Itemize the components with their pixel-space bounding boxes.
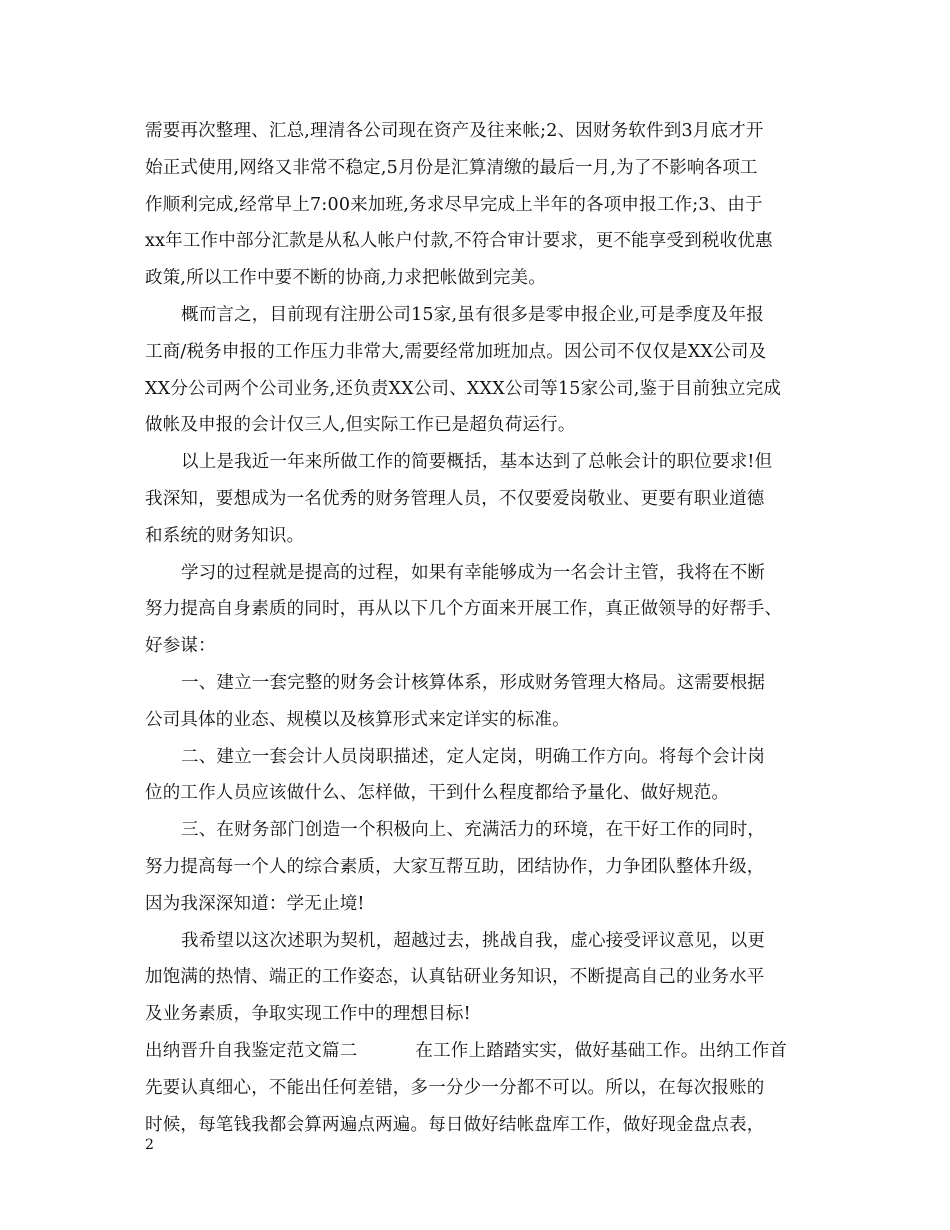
paragraph-start-line: 我希望以这次述职为契机，超越过去，挑战自我，虚心接受评议意见，以更 [181,930,766,951]
text-line: xx年工作中部分汇款是从私人帐户付款,不符合审计要求，更不能享受到税收优惠 [145,231,773,252]
paragraph-start-line: 概而言之，目前现有注册公司15家,虽有很多是零申报企业,可是季度及年报 [181,304,764,325]
text-line: 始正式使用,网络又非常不稳定,5月份是汇算清缴的最后一月,为了不影响各项工 [145,157,758,178]
text-line: 政策,所以工作中要不断的协商,力求把帐做到完美。 [145,268,546,289]
section-first-text: 在工作上踏踏实实，做好基础工作。出纳工作首 [415,1040,788,1061]
text-line: 努力提高自身素质的同时，再从以下几个方面来开展工作，真正做领导的好帮手、 [145,599,783,620]
text-line: 和系统的财务知识。 [145,525,305,546]
text-line: 努力提高每一个人的综合素质，大家互帮互助，团结协作，力争团队整体升级， [145,856,765,877]
paragraph-start-line: 以上是我近一年来所做工作的简要概括，基本达到了总帐会计的职位要求!但 [181,452,773,473]
page-number: 2 [145,1137,154,1153]
list-item-line: 一、建立一套完整的财务会计核算体系，形成财务管理大格局。这需要根据 [181,672,766,693]
text-line: 公司具体的业态、规模以及核算形式来定详实的标准。 [145,709,570,730]
text-line: 先要认真细心，不能出任何差错，多一分少一分都不可以。所以，在每次报账的 [145,1077,765,1098]
text-line: 时候，每笔钱我都会算两遍点两遍。每日做好结帐盘库工作，做好现金盘点表， [145,1114,765,1135]
text-line: 我深知，要想成为一名优秀的财务管理人员，不仅要爱岗敬业、更要有职业道德 [145,488,765,509]
text-line: 及业务素质，争取实现工作中的理想目标! [145,1004,471,1025]
text-line: 做帐及申报的会计仅三人,但实际工作已是超负荷运行。 [145,415,576,436]
section-heading-line [145,1033,810,1070]
text-line: 作顺利完成,经常早上7:00来加班,务求尽早完成上半年的各项申报工作;3、由于 [145,194,763,215]
text-line: 工商/税务申报的工作压力非常大,需要经常加班加点。因公司不仅仅是XX公司及 [145,341,767,362]
section-heading: 出纳晋升自我鉴定范文篇二 [145,1040,358,1061]
list-item-line: 三、在财务部门创造一个积极向上、充满活力的环境，在干好工作的同时， [181,820,766,841]
text-line: 好参谋： [145,636,216,657]
text-line: XX分公司两个公司业务,还负责XX公司、XXX公司等15家公司,鉴于目前独立完成 [145,378,782,399]
text-line: 加饱满的热情、端正的工作姿态，认真钻研业务知识，不断提高自己的业务水平 [145,967,765,988]
text-line: 位的工作人员应该做什么、怎样做，干到什么程度都给予量化、做好规范。 [145,783,730,804]
paragraph-start-line: 学习的过程就是提高的过程，如果有幸能够成为一名会计主管，我将在不断 [181,562,766,583]
text-line: 需要再次整理、汇总,理清各公司现在资产及往来帐;2、因财务软件到3月底才开 [145,121,764,141]
document-body [145,113,810,1143]
list-item-line: 二、建立一套会计人员岗职描述，定人定岗，明确工作方向。将每个会计岗 [181,746,766,767]
text-line: 因为我深深知道：学无止境! [145,893,365,914]
